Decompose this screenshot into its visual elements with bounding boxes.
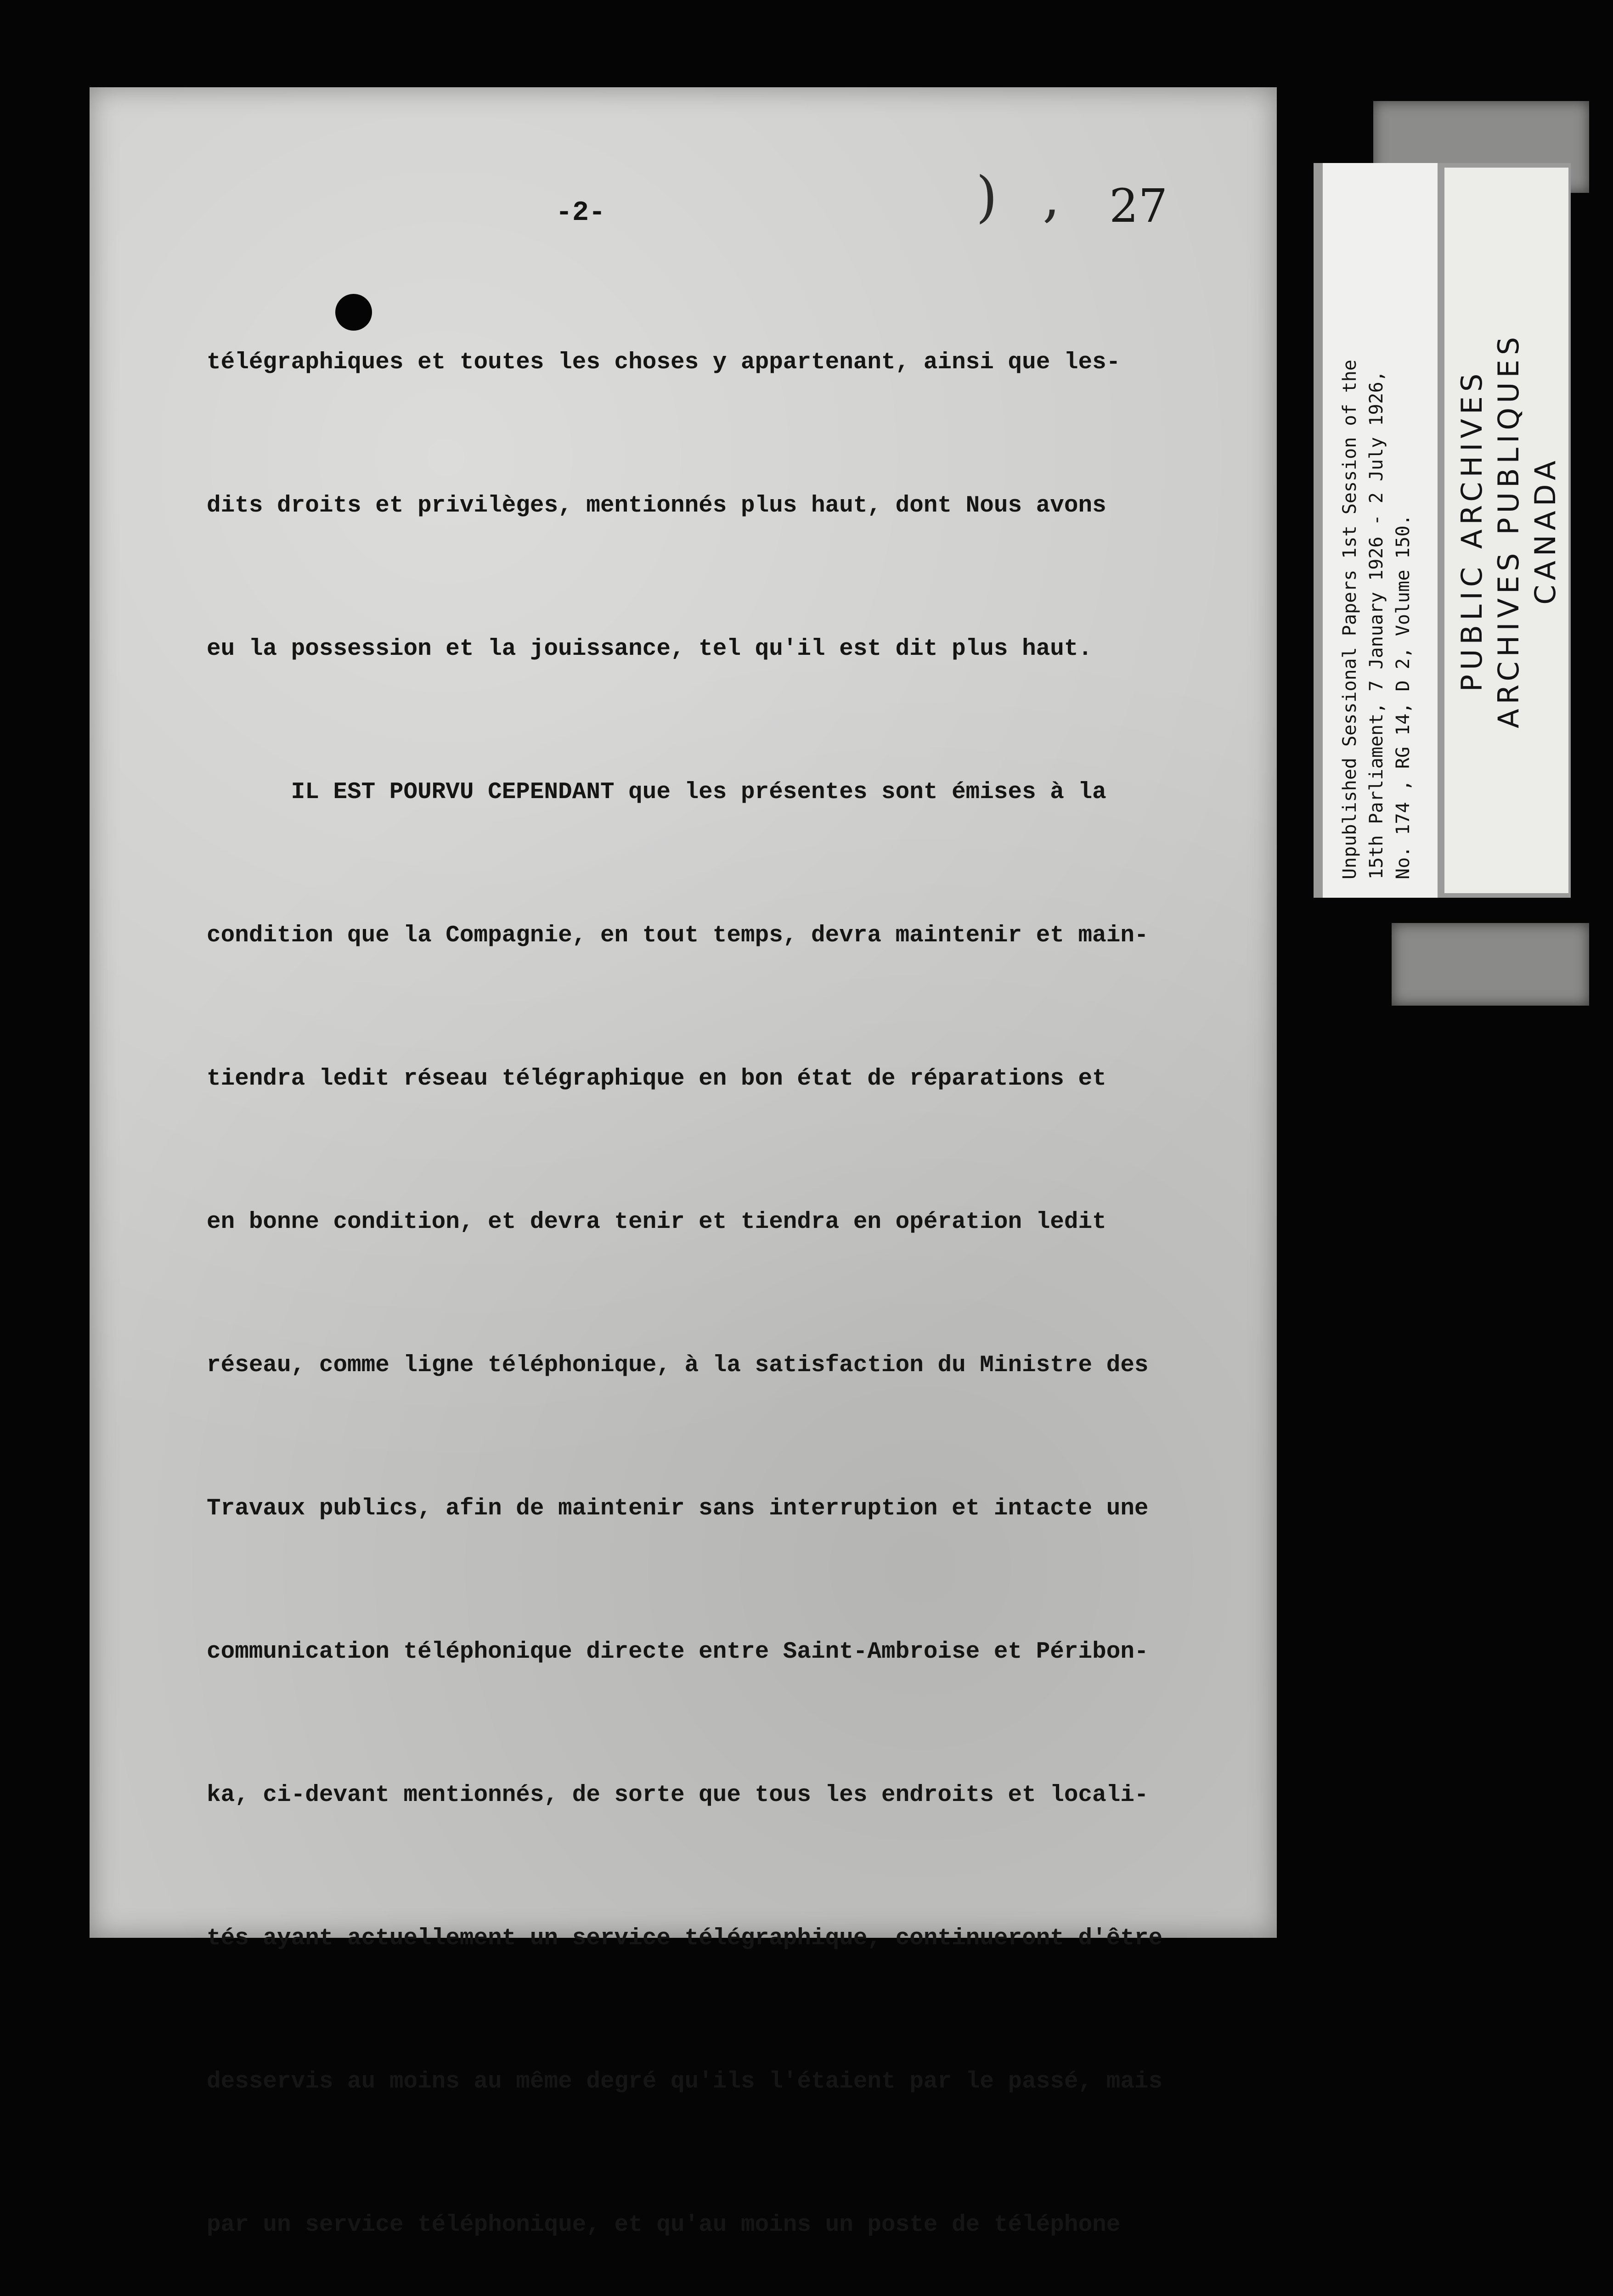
label-line: No. 174 , RG 14, D 2, Volume 150. <box>1393 514 1414 879</box>
text-line: IL EST POURVU CEPENDANT que les présentes sont émises à la <box>207 779 1106 805</box>
text-line: tiendra ledit réseau télégraphique en bon état de réparations et <box>207 1066 1106 1092</box>
text-line: réseau, comme ligne téléphonique, à la satisfaction du Ministre des <box>207 1352 1149 1379</box>
archive-tape <box>1392 923 1589 1006</box>
stamp-line: PUBLIC ARCHIVES <box>1455 369 1489 692</box>
typed-body-text <box>207 243 1245 2296</box>
text-line: condition que la Compagnie, en tout temps, devra maintenir et main- <box>207 923 1149 949</box>
text-line: télégraphiques et toutes les choses y appartenant, ainsi que les- <box>207 349 1121 376</box>
label-line: 15th Parliament, 7 January 1926 - 2 July 1926, <box>1366 371 1387 879</box>
text-line: ka, ci-devant mentionnés, de sorte que tous les endroits et locali- <box>207 1782 1149 1808</box>
text-line: en bonne condition, et devra tenir et tiendra en opération ledit <box>207 1209 1106 1235</box>
text-line: tés ayant actuellement un service télégraphique, continueront d'être <box>207 1925 1163 1952</box>
page-number: -2- <box>556 197 606 229</box>
label-line: Unpublished Sessional Papers 1st Session of the <box>1339 360 1360 879</box>
text-line: communication téléphonique directe entre Saint-Ambroise et Péribon- <box>207 1639 1149 1665</box>
archives-stamp <box>1444 168 1568 893</box>
text-line: dits droits et privilèges, mentionnés plus haut, dont Nous avons <box>207 493 1106 519</box>
stamp-line: ARCHIVES PUBLIQUES <box>1492 332 1525 729</box>
folio-number: 27 <box>1109 179 1168 233</box>
archive-reference-label <box>1323 163 1438 898</box>
pencil-mark: ) , <box>976 165 1074 229</box>
text-line: par un service téléphonique, et qu'au moins un poste de téléphone <box>207 2212 1121 2238</box>
text-line: Travaux publics, afin de maintenir sans interruption et intacte une <box>207 1496 1149 1522</box>
stamp-line: CANADA <box>1528 456 1562 605</box>
text-line: desservis au moins au même degré qu'ils l'étaient par le passé, mais <box>207 2069 1163 2095</box>
text-line: eu la possession et la jouissance, tel qu'il est dit plus haut. <box>207 636 1093 662</box>
